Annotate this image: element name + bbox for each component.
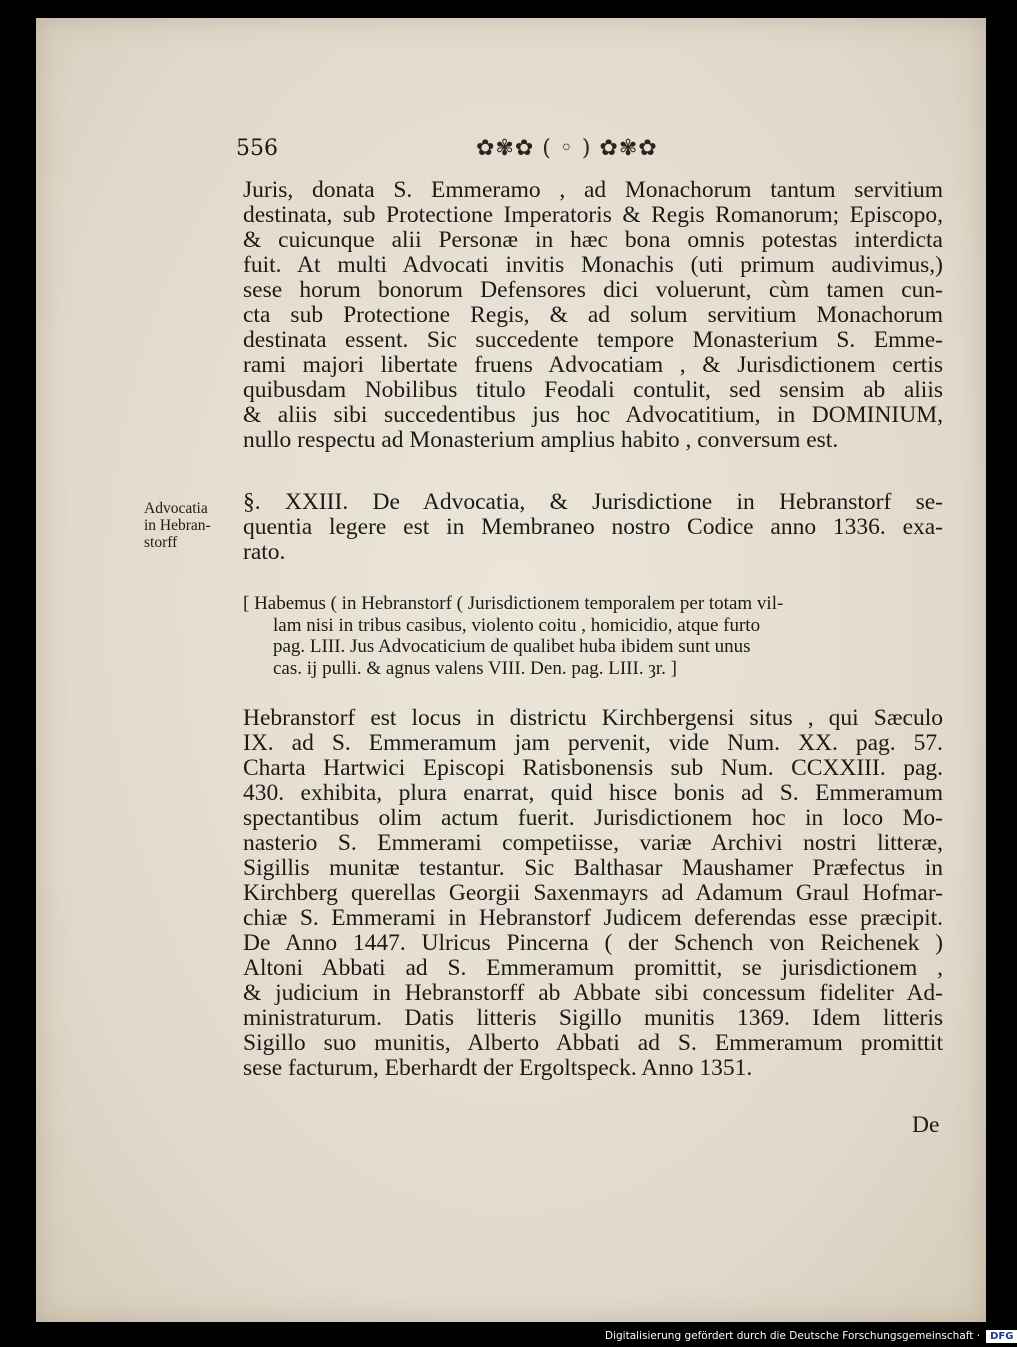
text-line: quentia legere est in Membraneo nostro Codice anno 1336. exa- [243, 514, 943, 540]
catchword: De [912, 1112, 940, 1138]
text-line: Altoni Abbati ad S. Emmeramum promittit, se jurisdictionem , [243, 955, 943, 981]
margin-note-line: storff [144, 534, 178, 551]
text-line: Sigillo suo munitis, Alberto Abbati ad S. Emmeramum promittit [243, 1030, 943, 1056]
text-line: Sigillis munitæ testantur. Sic Balthasar Maushamer Præfectus in [243, 855, 943, 881]
margin-note-line: Advocatia [144, 500, 208, 517]
text-line: De Anno 1447. Ulricus Pincerna ( der Schench von Reichenek ) [243, 930, 943, 956]
text-line: §. XXIII. De Advocatia, & Jurisdictione in Hebranstorf se- [243, 489, 943, 515]
text-line: nullo respectu ad Monasterium amplius habito , conversum est. [243, 427, 839, 453]
header-ornament: ✿✾✿ ( ◦ ) ✿✾✿ [476, 136, 658, 161]
text-line: destinata essent. Sic succedente tempore Monasterium S. Emme- [243, 327, 943, 353]
text-line: & cuicunque alii Personæ in hæc bona omnis potestas interdicta [243, 227, 943, 253]
text-line: rami majori libertate fruens Advocatiam , & Jurisdictionem certis [243, 352, 943, 378]
text-line: 430. exhibita, plura enarrat, quid hisce bonis ad S. Emmeramum [243, 780, 943, 806]
text-line: quibusdam Nobilibus titulo Feodali contulit, sed sensim ab aliis [243, 377, 943, 403]
text-line: ministraturum. Datis litteris Sigillo munitis 1369. Idem litteris [243, 1005, 943, 1031]
paragraph-1 [243, 178, 943, 453]
text-line: spectantibus olim actum fuerit. Jurisdictionem hoc in loco Mo- [243, 805, 943, 831]
digitization-footer [605, 1327, 1017, 1345]
quote-line: cas. ij pulli. & agnus valens VIII. Den. pag. LIII. ȝr. ] [273, 657, 677, 679]
dfg-logo: DFG [986, 1330, 1017, 1343]
margin-note [144, 500, 239, 551]
funding-credit: Digitalisierung gefördert durch die Deutsche Forschungsgemeinschaft · [605, 1330, 981, 1342]
text-line: Kirchberg querellas Georgii Saxenmayrs ad Adamum Graul Hofmar- [243, 880, 943, 906]
text-line: fuit. At multi Advocati invitis Monachis (uti primum audivimus,) [243, 252, 943, 278]
text-line: & judicium in Hebranstorff ab Abbate sibi concessum fideliter Ad- [243, 980, 943, 1006]
text-line: destinata, sub Protectione Imperatoris & Regis Romanorum; Episcopo, [243, 202, 943, 228]
page-number: 556 [236, 136, 278, 161]
text-line: rato. [243, 539, 286, 565]
quote-line: pag. LIII. Jus Advocaticium de qualibet huba ibidem sunt unus [273, 636, 751, 657]
text-line: cta sub Protectione Regis, & ad solum servitium Monachorum [243, 302, 943, 328]
text-line: Juris, donata S. Emmeramo , ad Monachorum tantum servitium [243, 177, 943, 203]
text-line: IX. ad S. Emmeramum jam pervenit, vide Num. XX. pag. 57. [243, 730, 943, 756]
paragraph-3 [243, 706, 943, 1081]
text-line: nasterio S. Emmerami competiisse, variæ Archivi nostri litteræ, [243, 830, 943, 856]
running-header [236, 136, 796, 166]
text-line: Charta Hartwici Episcopi Ratisbonensis sub Num. CCXXIII. pag. [243, 755, 943, 781]
text-line: chiæ S. Emmerami in Hebranstorf Judicem deferendas esse præcipit. [243, 905, 943, 931]
paragraph-2 [243, 490, 943, 565]
codex-quotation [243, 593, 943, 679]
text-line: sese facturum, Eberhardt der Ergoltspeck. Anno 1351. [243, 1055, 753, 1081]
book-page [36, 18, 986, 1322]
text-line: sese horum bonorum Defensores dici voluerunt, cùm tamen cun- [243, 277, 943, 303]
text-line: Hebranstorf est locus in districtu Kirchbergensi situs , qui Sæculo [243, 705, 943, 731]
quote-line: [ Habemus ( in Hebranstorf ( Jurisdictionem temporalem per totam vil- [243, 593, 784, 614]
text-line: & aliis sibi succedentibus jus hoc Advocatitium, in DOMINIUM, [243, 402, 943, 428]
margin-note-line: in Hebran- [144, 517, 211, 534]
quote-line: lam nisi in tribus casibus, violento coitu , homicidio, atque furto [273, 614, 761, 636]
